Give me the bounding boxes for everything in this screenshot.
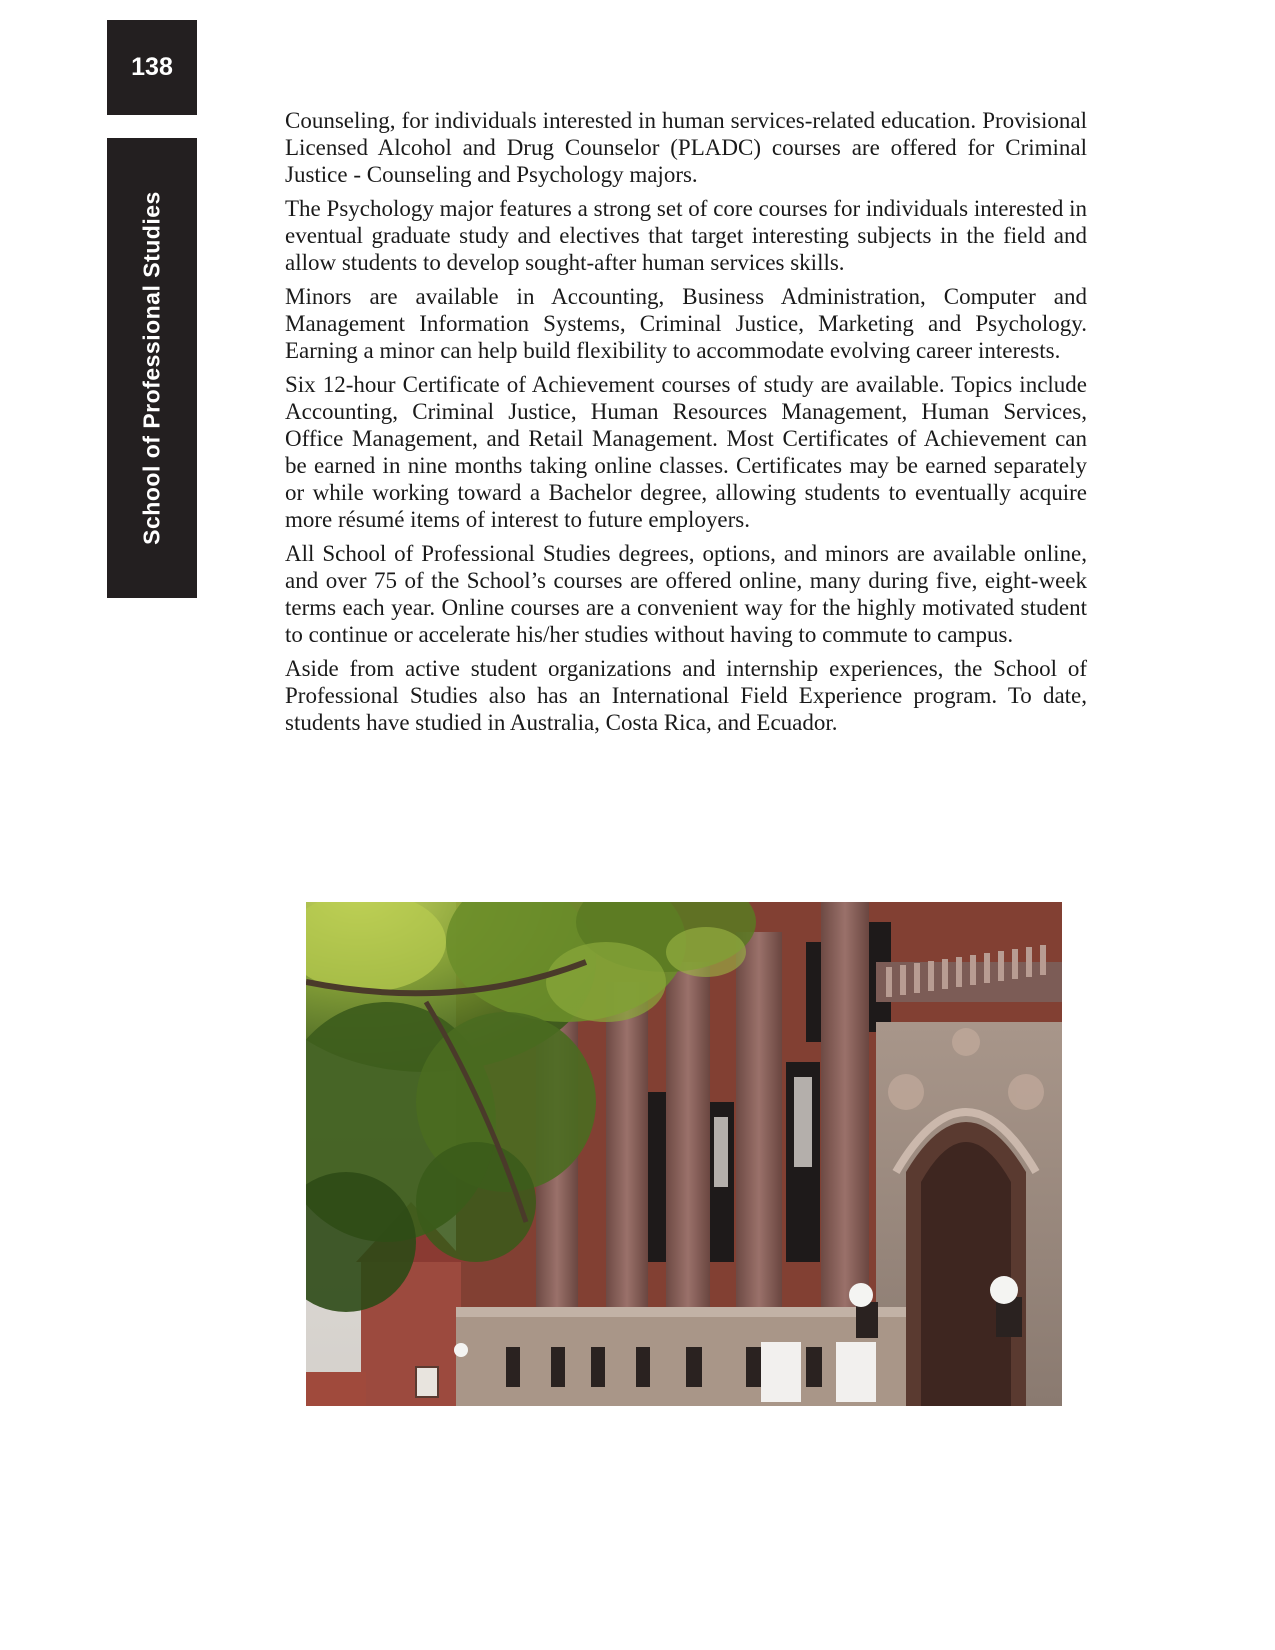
page-number-tab bbox=[107, 20, 197, 115]
section-title: School of Professional Studies bbox=[138, 191, 165, 545]
paragraph-psychology-major: The Psychology major features a strong set of core courses for individuals interested in eventual graduate study and electives that target interesting subjects in the field and allow students to develop sought-after human services skills. bbox=[285, 196, 1087, 275]
paragraph-counseling: Counseling, for individuals interested in human services-related education. Provisional Licensed Alcohol and Drug Counselor (PLADC) courses are offered for Criminal Justice - Counseling and Psychology majors. bbox=[285, 108, 1087, 187]
paragraph-minors: Minors are available in Accounting, Business Administration, Computer and Management Information Systems, Criminal Justice, Marketing and Psychology. Earning a minor can help build flexibility to accommodate evolving career interests. bbox=[285, 284, 1087, 363]
paragraph-field-experience: Aside from active student organizations and internship experiences, the School of Professional Studies also has an International Field Experience program. To date, students have studied in Australia, Costa Rica, and Ecuador. bbox=[285, 656, 1087, 735]
body-text bbox=[285, 107, 1087, 743]
section-tab bbox=[107, 138, 197, 598]
campus-building-photo bbox=[306, 902, 1062, 1406]
page-number: 138 bbox=[131, 53, 173, 81]
campus-building-illustration bbox=[306, 902, 1062, 1406]
paragraph-certificates: Six 12-hour Certificate of Achievement courses of study are available. Topics include Accounting, Criminal Justice, Human Resources Management, Human Services, Office Management, and Retail Management. Most Certificates of Achievement can be earned in nine months taking online classes. Certificates may be earned separately or while working toward a Bachelor degree, allowing students to eventually acquire more résumé items of interest to future employers. bbox=[285, 372, 1087, 532]
paragraph-online: All School of Professional Studies degrees, options, and minors are available online, and over 75 of the School’s courses are offered online, many during five, eight-week terms each year. Online courses are a convenient way for the highly motivated student to continue or accelerate his/her studies without having to commute to campus. bbox=[285, 541, 1087, 647]
